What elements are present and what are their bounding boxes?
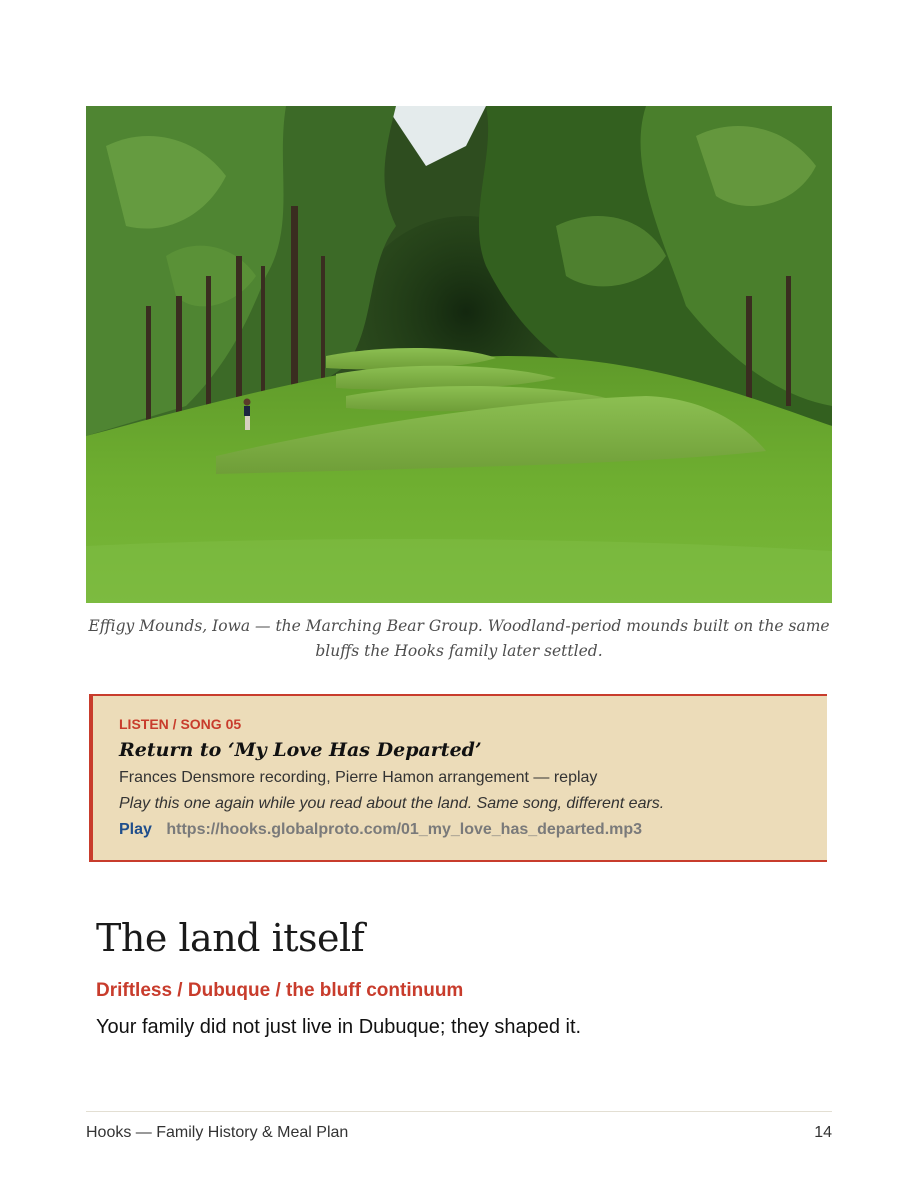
play-row [119, 817, 827, 843]
photo-caption: Effigy Mounds, Iowa — the Marching Bear Group. Woodland-period mounds built on the same bluffs the Hooks family later settled. [88, 617, 830, 660]
audio-url-link[interactable]: https://hooks.globalproto.com/01_my_love_has_departed.mp3 [166, 821, 643, 838]
listen-callout [89, 694, 827, 862]
song-credit: Frances Densmore recording, Pierre Hamon arrangement — replay [119, 769, 598, 786]
song-note: Play this one again while you read about the land. Same song, different ears. [119, 795, 665, 812]
page-number: 14 [814, 1124, 832, 1141]
footer-divider [86, 1111, 832, 1112]
section-title: The land itself [96, 916, 365, 960]
effigy-mounds-photo [86, 106, 832, 603]
footer-title: Hooks — Family History & Meal Plan [86, 1124, 349, 1141]
listen-tag: LISTEN / SONG 05 [119, 716, 242, 732]
section-body: Your family did not just live in Dubuque; they shaped it. [96, 1016, 582, 1038]
section-subtitle: Driftless / Dubuque / the bluff continuum [96, 980, 464, 1001]
play-link[interactable]: Play [119, 821, 152, 838]
song-title: Return to ‘My Love Has Departed’ [119, 739, 482, 761]
